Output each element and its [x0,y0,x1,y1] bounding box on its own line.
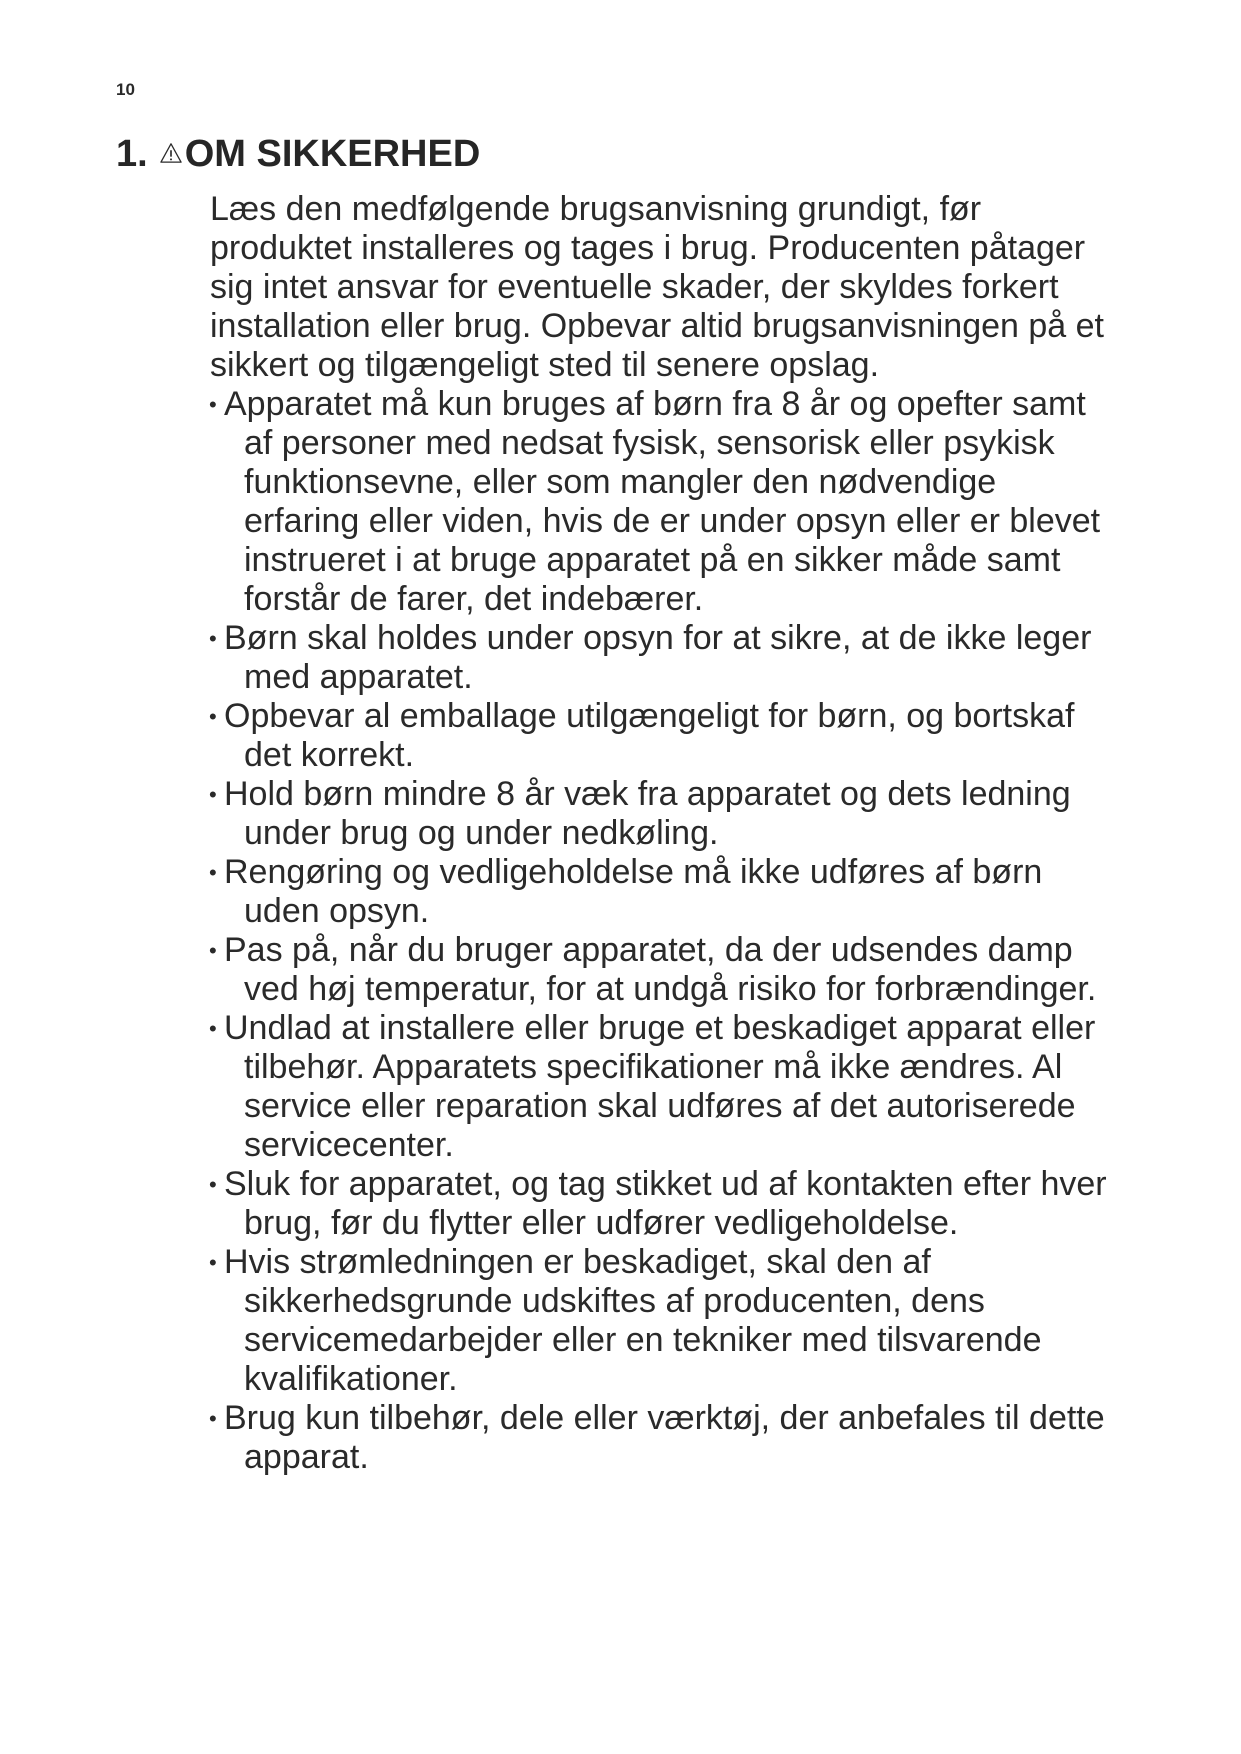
list-item [210,1243,1110,1399]
bullet-glyph: • [209,626,217,651]
bullet-glyph: • [209,1172,217,1197]
list-item-text: Sluk for apparatet, og tag stikket ud af kontakten efter hver brug, før du flytter eller udfører vedligeholdelse. [224,1165,1107,1242]
list-item-text: Hold børn mindre 8 år væk fra apparatet og dets ledning under brug og under nedkøling. [224,775,1071,852]
list-item-text: Brug kun tilbehør, dele eller værktøj, der anbefales til dette apparat. [224,1399,1105,1476]
list-item-text: Opbevar al emballage utilgængeligt for børn, og bortskaf det korrekt. [224,697,1075,774]
list-item [210,1009,1110,1165]
bullet-glyph: • [209,860,217,885]
list-item-text: Apparatet må kun bruges af børn fra 8 år og opefter samt af personer med nedsat fysisk, sensorisk eller psykisk funktionsevne, eller som mangler den nødvendige erfaring eller viden, hvis de er under opsyn eller er blevet instrueret i at bruge apparatet på en sikker måde samt forstår de farer, det indebærer. [224,385,1101,618]
safety-list [210,385,1110,1477]
section-number: 1. [116,133,148,175]
list-item-text: Hvis strømledningen er beskadiget, skal den af sikkerhedsgrunde udskiftes af producenten, dens servicemedarbejder eller en tekniker med tilsvarende kvalifikationer. [224,1243,1042,1398]
list-item [210,775,1110,853]
bullet-glyph: • [209,1016,217,1041]
bullet-glyph: • [209,1406,217,1431]
section-heading [116,132,480,176]
section-title: OM SIKKERHED [184,133,481,175]
list-item [210,619,1110,697]
list-item-text: Rengøring og vedligeholdelse må ikke udføres af børn uden opsyn. [224,853,1043,930]
warning-icon [160,142,182,164]
content-body [210,190,1110,1477]
bullet-glyph: • [209,704,217,729]
bullet-glyph: • [209,938,217,963]
list-item [210,931,1110,1009]
bullet-glyph: • [209,392,217,417]
list-item-text: Børn skal holdes under opsyn for at sikre, at de ikke leger med apparatet. [224,619,1092,696]
list-item [210,853,1110,931]
list-item [210,1399,1110,1477]
bullet-glyph: • [209,1250,217,1275]
list-item-text: Pas på, når du bruger apparatet, da der udsendes damp ved høj temperatur, for at undgå risiko for forbrændinger. [224,931,1097,1008]
list-item [210,385,1110,619]
list-item [210,1165,1110,1243]
page-number: 10 [116,80,135,99]
bullet-glyph: • [209,782,217,807]
list-item [210,697,1110,775]
list-item-text: Undlad at installere eller bruge et beskadiget apparat eller tilbehør. Apparatets specifikationer må ikke ændres. Al service eller reparation skal udføres af det autoriserede servicecenter. [224,1009,1096,1164]
intro-paragraph: Læs den medfølgende brugsanvisning grundigt, før produktet installeres og tages i brug. Producenten påtager sig intet ansvar for eventuelle skader, der skyldes forkert installation eller brug. Opbevar altid brugsanvisningen på et sikkert og tilgængeligt sted til senere opslag. [210,190,1104,384]
